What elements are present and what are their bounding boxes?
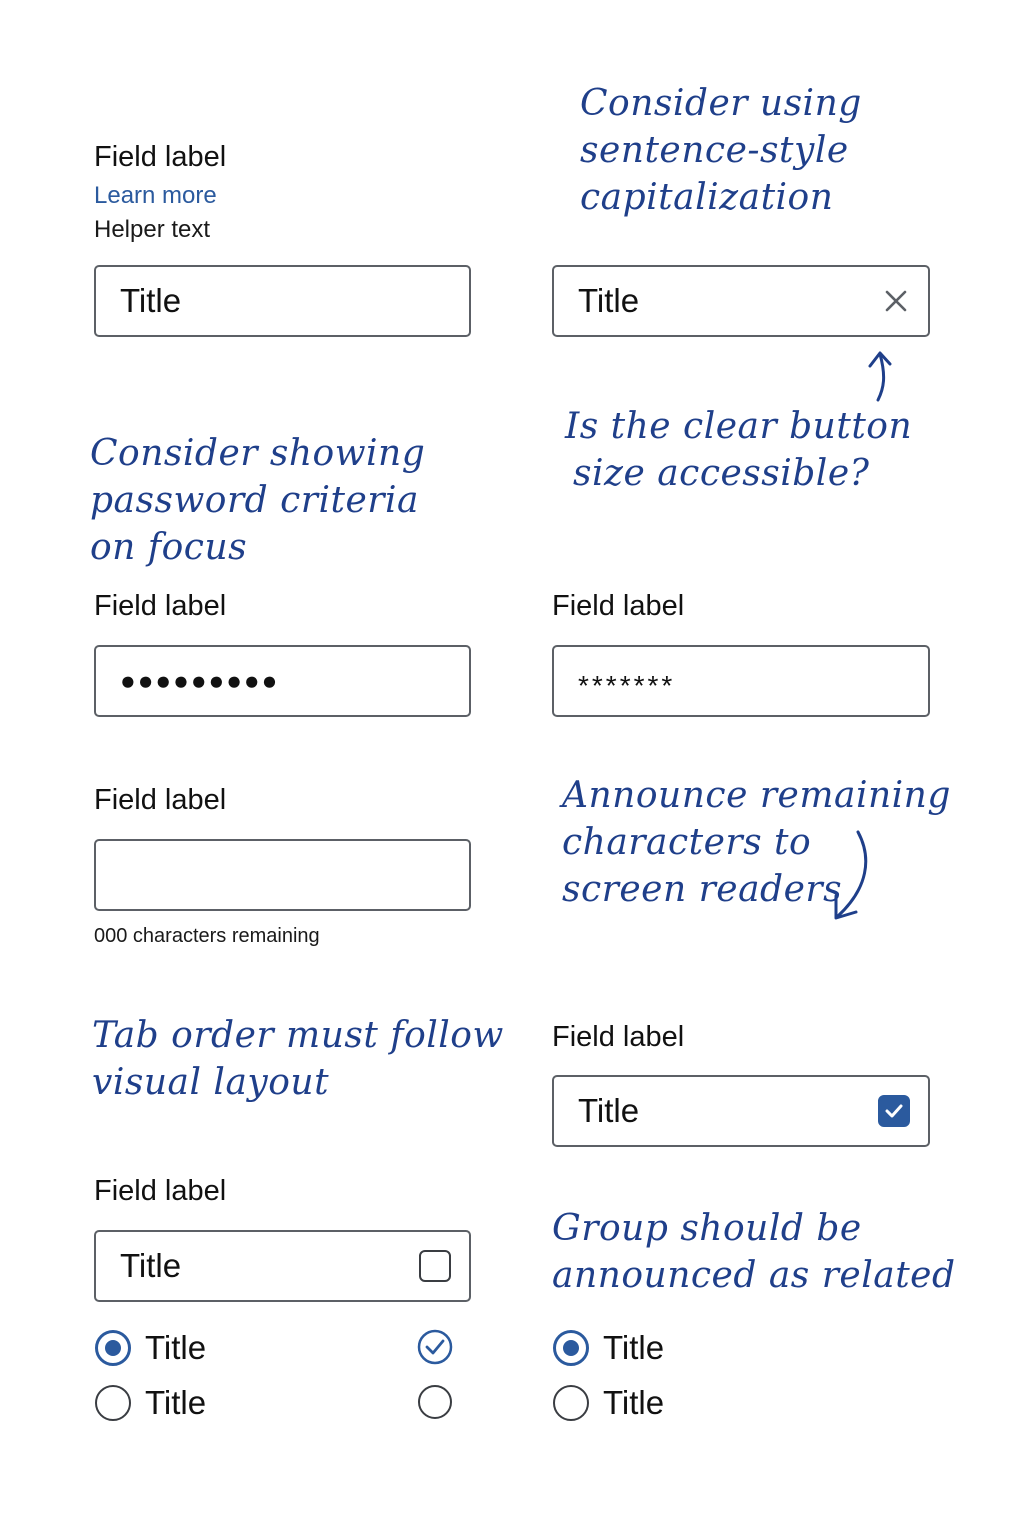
annotation-line: password criteria (90, 480, 419, 521)
radio-unselected[interactable] (553, 1385, 589, 1421)
radio-selected[interactable] (553, 1330, 589, 1366)
input-value: Title (120, 1247, 182, 1284)
field-label: Field label (94, 141, 227, 173)
annotation-arrow (860, 348, 900, 404)
annotation-group (552, 1205, 956, 1299)
field-label: Field label (552, 1021, 685, 1053)
annotation-line: announced as related (552, 1255, 956, 1296)
input-value: Title (120, 282, 182, 319)
field-label: Field label (552, 590, 685, 622)
annotation-line: capitalization (580, 177, 834, 218)
password-dots: ●●●●●●●●● (120, 665, 280, 696)
circle-check-icon[interactable] (417, 1329, 453, 1365)
radio-label: Title (603, 1329, 665, 1366)
radio-option[interactable] (553, 1384, 664, 1422)
radio-selected[interactable] (95, 1330, 131, 1366)
annotation-line: Consider showing (90, 433, 426, 474)
annotation-tab-order (92, 1012, 504, 1106)
input-value: Title (578, 1092, 640, 1129)
annotation-line: size accessible? (573, 453, 870, 494)
radio-label: Title (603, 1384, 665, 1421)
password-input[interactable] (94, 645, 471, 717)
radio-label: Title (145, 1329, 207, 1366)
check-icon (880, 1097, 908, 1125)
radio-option[interactable] (95, 1329, 206, 1367)
checkbox-checked[interactable] (878, 1095, 910, 1127)
character-counter: 000 characters remaining (94, 925, 320, 947)
field-label: Field label (94, 784, 227, 816)
text-input[interactable] (94, 265, 471, 337)
password-asterisks: ******* (578, 670, 676, 702)
learn-more-link[interactable]: Learn more (94, 182, 217, 209)
close-icon[interactable] (884, 289, 908, 313)
empty-circle-icon[interactable] (417, 1384, 453, 1420)
annotation-line: screen readers (562, 869, 843, 910)
annotation-line: on focus (90, 527, 248, 568)
clearable-input[interactable] (552, 265, 930, 337)
annotation-line: Group should be (552, 1208, 862, 1249)
password-input-masked[interactable] (552, 645, 930, 717)
field-label: Field label (94, 590, 227, 622)
radio-unselected[interactable] (95, 1385, 131, 1421)
annotation-line: Consider using (580, 83, 862, 124)
input-value: Title (578, 282, 640, 319)
annotation-line: characters to (562, 822, 812, 863)
helper-text: Helper text (94, 216, 211, 243)
annotation-clear-button (565, 403, 912, 497)
radio-label: Title (145, 1384, 207, 1421)
annotation-line: Announce remaining (562, 775, 951, 816)
annotation-line: visual layout (92, 1062, 330, 1103)
annotation-line: Tab order must follow (92, 1015, 504, 1056)
checkbox-unchecked[interactable] (419, 1250, 451, 1282)
character-limited-input[interactable] (94, 839, 471, 911)
annotation-line: sentence-style (580, 130, 849, 171)
annotation-capitalization (580, 80, 862, 221)
checkbox-field[interactable] (552, 1075, 930, 1147)
annotation-password (90, 430, 425, 571)
annotation-announce (562, 772, 951, 913)
annotation-line: Is the clear button (565, 406, 913, 447)
checkbox-field[interactable] (94, 1230, 471, 1302)
field-label: Field label (94, 1175, 227, 1207)
radio-option[interactable] (553, 1329, 664, 1367)
radio-option[interactable] (95, 1384, 206, 1422)
annotation-arrow (828, 828, 878, 924)
